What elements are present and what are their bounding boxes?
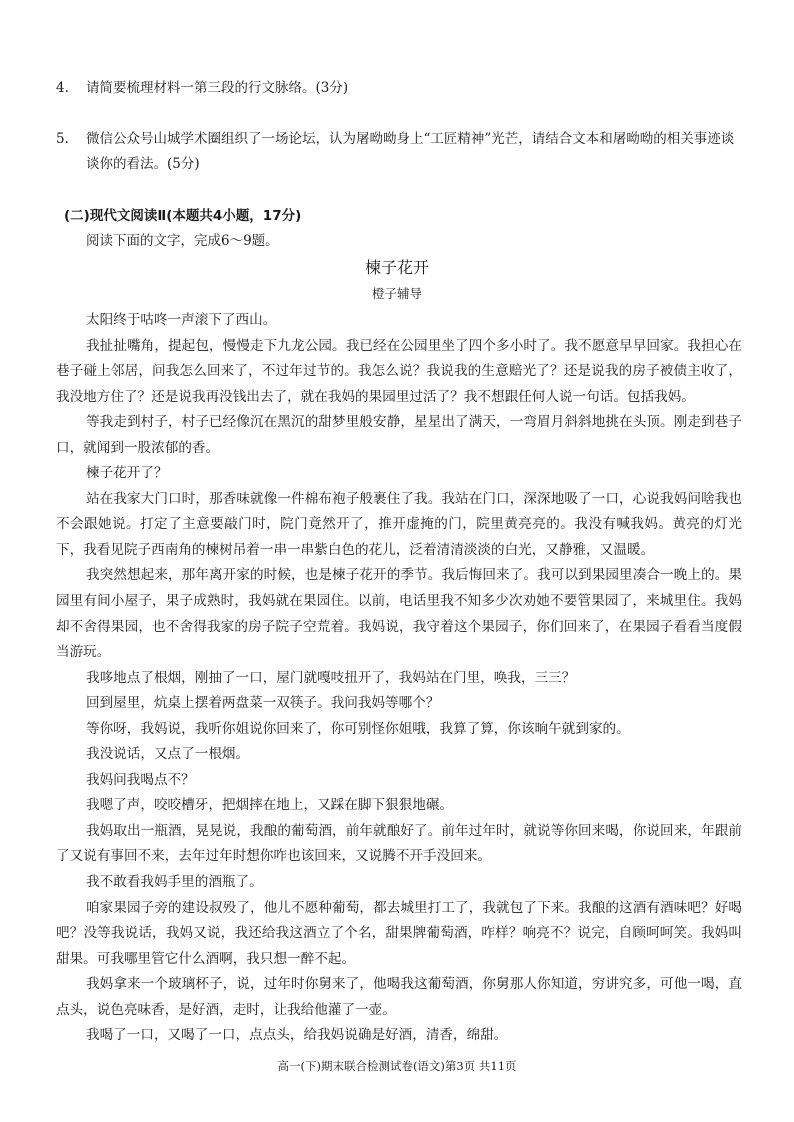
paragraph: 我妈问我喝点不？ bbox=[86, 771, 195, 788]
question-text: 微信公众号山城学术圈组织了一场论坛，认为屠呦呦身上“工匠精神”光芒，请结合文本和屠呦呦的相关事迹谈谈你的看法。(5分) bbox=[86, 131, 735, 172]
section-heading: (二)现代文阅读Ⅱ(本题共4小题，17分) bbox=[64, 208, 302, 224]
question-text: 请简要梳理材料一第三段的行文脉络。(3分) bbox=[86, 80, 349, 96]
paragraph: 我没说话，又点了一根烟。 bbox=[86, 746, 250, 763]
article-author: 橙子辅导 bbox=[371, 286, 422, 301]
paragraph: 太阳终于咕咚一声滚下了西山。 bbox=[86, 312, 277, 328]
paragraph: 我妈取出一瓶酒，晃晃说，我酿的葡萄酒，前年就酿好了。前年过年时，就说等你回来喝，你说回来，年跟前了又说有事回不来，去年过年时想你咋也该回来，又说腾不开手没回来。 bbox=[56, 822, 742, 865]
paragraph: 我哆地点了根烟，刚抽了一口，屋门就嘎吱扭开了，我妈站在门里，唤我，三三？ bbox=[86, 669, 576, 686]
paragraph: 我不敢看我妈手里的酒瓶了。 bbox=[86, 874, 263, 891]
question-number: 5. bbox=[56, 131, 69, 147]
article-title: 楝子花开 bbox=[364, 258, 429, 277]
paragraph: 咱家果园子旁的建设叔殁了，他儿不愿种葡萄，都去城里打工了，我就包了下来。我酿的这酒有酒味吧？好喝吧？没等我说话，我妈又说，我还给我这酒立了个名，甜果牌葡萄酒，咋样？响亮不？说完，自顾呵呵笑。我妈叫甜果。可我哪里管它什么酒啊，我只想一醉不起。 bbox=[56, 899, 742, 967]
paragraph: 回到屋里，炕桌上摆着两盘菜一双筷子。我问我妈等哪个？ bbox=[86, 695, 440, 712]
section-instruction: 阅读下面的文字，完成6～9题。 bbox=[86, 233, 279, 249]
paragraph: 等你呀，我妈说，我听你姐说你回来了，你可别怪你姐哦，我算了算，你该晌午就到家的。 bbox=[86, 720, 630, 737]
page-footer: 高一(下)期末联合检测试卷(语文)第3页 共11页 bbox=[277, 1059, 517, 1073]
paragraph: 我突然想起来，那年离开家的时候，也是楝子花开的季节。我后悔回来了。我可以到果园里凑合一晚上的。果园里有间小屋子，果子成熟时，我妈就在果园住。以前，电话里我不知多少次劝她不要管果园了，来城里住。我妈却不舍得果园，也不舍得我家的房子院子空荒着。我妈说，我守着这个果园子，你们回来了，在果园子看看当度假当游玩。 bbox=[56, 567, 742, 661]
question-5 bbox=[56, 127, 746, 177]
question-number: 4. bbox=[56, 80, 69, 96]
article-body bbox=[56, 308, 742, 1049]
paragraph: 我妈拿来一个玻璃杯子，说，过年时你舅来了，他喝我这葡萄酒，你舅那人你知道，穷讲究多，可他一喝，直点头，说色亮味香，是好酒，走时，让我给他灌了一壶。 bbox=[56, 976, 742, 1018]
paragraph: 等我走到村子，村子已经像沉在黑沉的甜梦里般安静，星星出了满天，一弯眉月斜斜地挑在头顶。刚走到巷子口，就闻到一股浓郁的香。 bbox=[56, 414, 742, 456]
paragraph: 我扯扯嘴角，提起包，慢慢走下九龙公园。我已经在公园里坐了四个多小时了。我不愿意早早回家。我担心在巷子碰上邻居，问我怎么回来了，不过年过节的。我怎么说？我说我的生意赔光了？还是说我的房子被债主收了，我没地方住了？还是说我再没钱出去了，就在我妈的果园里过活了？我不想跟任何人说一句话。包括我妈。 bbox=[56, 337, 742, 405]
paragraph: 楝子花开了？ bbox=[86, 465, 168, 482]
paragraph: 站在我家大门口时，那香味就像一件棉布袍子般裹住了我。我站在门口，深深地吸了一口，心说我妈问啥我也不会跟她说。打定了主意要敲门时，院门竟然开了，推开虚掩的门，院里黄亮亮的。我没有喊我妈。黄亮的灯光下，我看见院子西南角的楝树吊着一串一串紫白色的花儿，泛着清清淡淡的白光，又静雅，又温暖。 bbox=[56, 490, 742, 558]
paragraph: 我嗯了声，咬咬槽牙，把烟摔在地上，又踩在脚下狠狠地碾。 bbox=[86, 797, 454, 814]
paragraph: 我喝了一口，又喝了一口，点点头，给我妈说确是好酒，清香，绵甜。 bbox=[86, 1027, 508, 1044]
question-4 bbox=[56, 76, 746, 101]
